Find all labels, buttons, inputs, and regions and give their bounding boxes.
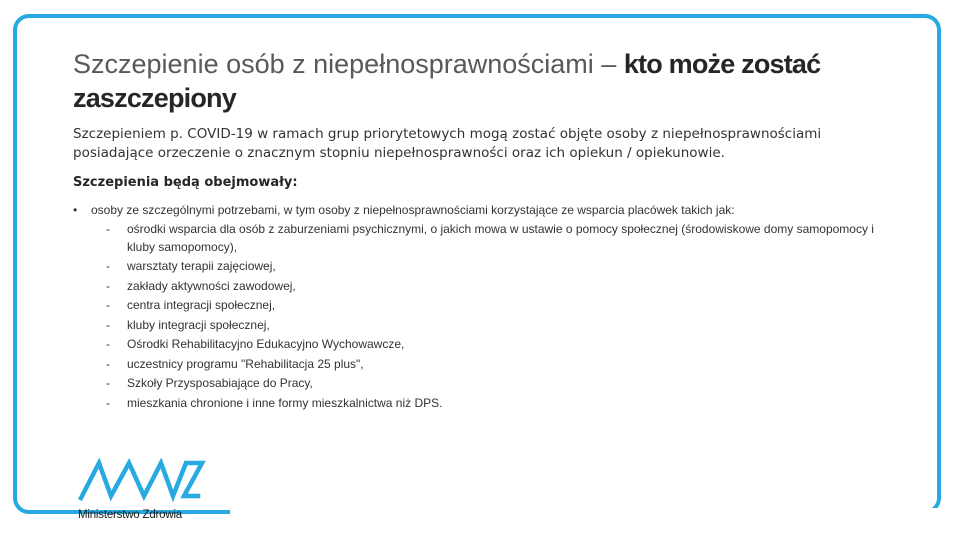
title-emphasis: kto może zostać zaszczepiony [73,49,821,113]
dash-icon: - [106,395,110,410]
dash-icon: - [106,376,110,390]
bullet-text: osoby ze szczególnymi potrzebami, w tym osoby z niepełnosprawnościami korzystające ze wsparcia placówek takich jak: [91,203,735,217]
list-item-text: Szkoły Przysposabiające do Pracy, [127,376,313,390]
list-item [73,278,903,296]
dash-icon: - [106,298,110,312]
eligibility-list [73,202,903,412]
logo-text: Ministerstwo Zdrowia [78,509,182,521]
dash-icon: - [106,222,110,236]
list-item-text: centra integracji społecznej, [127,298,276,312]
list-item [73,395,903,413]
list-item [73,336,903,354]
list-item-text: ośrodki wsparcia dla osób z zaburzeniami psychicznymi, o jakich mowa w ustawie o pomocy społecznej (środowiskowe domy samopomocy i kluby samopomocy), [127,222,874,254]
list-item-text: Ośrodki Rehabilitacyjno Edukacyjno Wychowawcze, [127,337,405,351]
list-item-text: mieszkania chronione i inne formy mieszkalnictwa niż DPS. [127,395,443,410]
subheading: Szczepienia będą obejmowały: [73,175,298,190]
list-item [73,297,903,315]
logo-mark [81,463,202,498]
bullet-icon: • [73,203,78,217]
dash-icon: - [106,259,110,273]
list-item-text: uczestnicy programu "Rehabilitacja 25 plus", [127,356,364,371]
list-item-text: zakłady aktywności zawodowej, [127,278,296,293]
dash-icon: - [106,278,110,293]
dash-icon: - [106,317,110,332]
bullet-item [73,202,903,219]
frame-gap [230,508,960,520]
intro-paragraph: Szczepieniem p. COVID-19 w ramach grup priorytetowych mogą zostać objęte osoby z niepełnosprawnościami posiadające orzeczenie o znacznym stopniu niepełnosprawności oraz ich opiekun / opiekunowie. [73,126,822,161]
dash-icon: - [106,337,110,351]
list-item [73,375,903,393]
list-item-text: warsztaty terapii zajęciowej, [127,259,276,273]
list-item [73,258,903,276]
list-item [73,356,903,374]
list-item [73,317,903,335]
list-item-text: kluby integracji społecznej, [127,317,270,332]
list-item [73,221,903,256]
slide-title [73,47,893,115]
title-prefix: Szczepienie osób z niepełnosprawnościami – [73,49,624,79]
dash-icon: - [106,356,110,371]
